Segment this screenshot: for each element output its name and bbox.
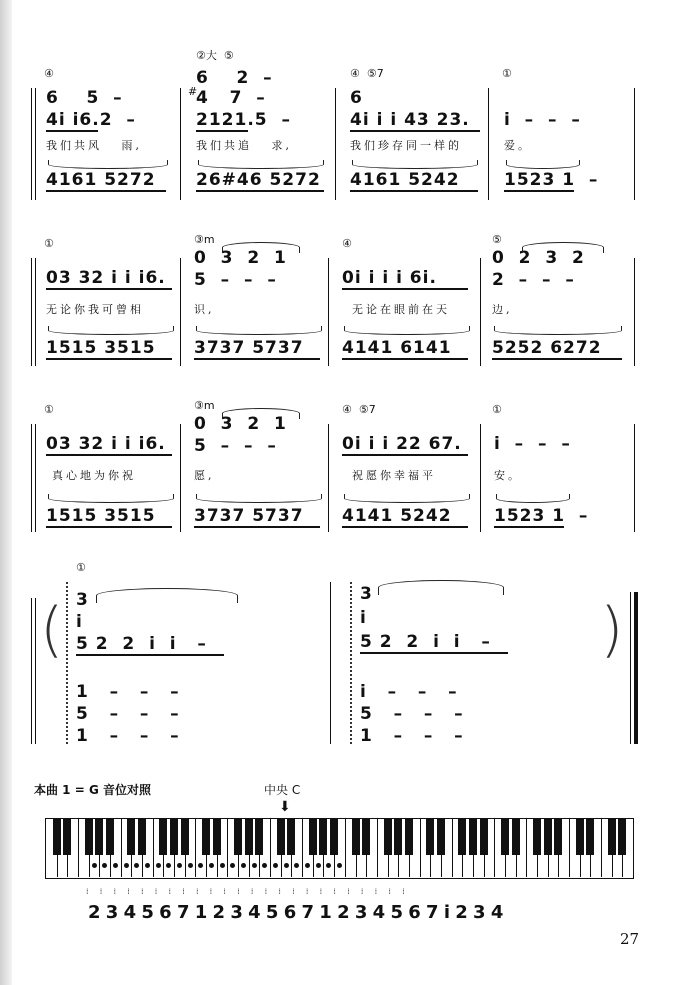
piano-keyboard	[45, 818, 634, 879]
key-dot	[113, 863, 118, 868]
slur	[48, 494, 174, 503]
legend-title: 本曲 1 = G 音位对照	[34, 783, 151, 797]
ending-bass: 5 – – –	[76, 704, 180, 724]
lyric-line: 我们共追 求,	[196, 139, 292, 152]
lyric-line: 我们珍存同一样的	[350, 139, 462, 152]
black-key	[405, 819, 413, 855]
beam	[360, 652, 508, 654]
beam	[342, 358, 468, 360]
melody-top: 6	[350, 88, 363, 108]
black-key	[554, 819, 562, 855]
lyric-line: 我们共风 雨,	[46, 139, 142, 152]
black-key	[213, 819, 221, 855]
slur	[344, 326, 470, 335]
key-dot	[156, 863, 161, 868]
chord-mark: ①	[492, 403, 502, 416]
black-key	[362, 819, 370, 855]
beam	[494, 526, 564, 528]
beam	[194, 358, 320, 360]
black-key	[576, 819, 584, 855]
beam	[46, 190, 166, 192]
black-key	[53, 819, 61, 855]
lyric-line: 边,	[492, 303, 513, 316]
lyric-line: 愿,	[194, 469, 215, 482]
chord-mark: ④	[44, 67, 54, 80]
bass-line: 5252 6272	[492, 338, 602, 358]
melody-line: 5 – – –	[194, 436, 277, 456]
key-dot	[177, 863, 182, 868]
melody-top: 6 5 –	[46, 88, 123, 108]
black-key	[437, 819, 445, 855]
slur	[494, 326, 622, 335]
bass-line: 3737 5737	[194, 506, 304, 526]
down-arrow-icon: ⬇	[279, 799, 291, 815]
barline	[330, 582, 331, 744]
slur	[196, 326, 322, 335]
melody-top: 0 3 2 1	[194, 414, 287, 434]
black-key	[202, 819, 210, 855]
barline	[180, 88, 181, 200]
black-key	[106, 819, 114, 855]
black-key	[63, 819, 71, 855]
ending-note: 3	[360, 584, 373, 604]
melody-line: 2121.5 –	[196, 110, 291, 130]
melody-line: 4i i6.2 –	[46, 110, 136, 130]
system-bracket	[35, 424, 36, 532]
slur	[196, 494, 322, 503]
melody-line: i – – –	[494, 434, 571, 454]
black-key	[533, 819, 541, 855]
page-number: 27	[620, 930, 640, 948]
slur	[48, 326, 174, 335]
black-key	[287, 819, 295, 855]
beam	[350, 130, 480, 132]
chord-mark: ④ ⑤7	[342, 403, 376, 416]
melody-line: i – – –	[504, 110, 581, 130]
barline	[634, 88, 635, 200]
barline	[634, 258, 635, 366]
beam	[196, 190, 324, 192]
melody-top: 0 3 2 1	[194, 248, 287, 268]
melody-top: 0 2 3 2	[492, 248, 585, 268]
bass-line: 1515 3515	[46, 338, 156, 358]
chord-mark: ⑤	[492, 233, 502, 246]
key-dot	[145, 863, 150, 868]
chord-mark: ①	[44, 237, 54, 250]
black-key	[608, 819, 616, 855]
slur	[48, 160, 168, 169]
melody-line: 03 32 i i i6.	[46, 268, 166, 288]
black-key	[384, 819, 392, 855]
black-key	[394, 819, 402, 855]
key-dot	[92, 863, 97, 868]
book-spine-shadow	[0, 0, 12, 985]
melody-line: 2 – – –	[492, 270, 575, 290]
chord-mark: ③m	[194, 399, 215, 412]
melody-line: 0i i i 22 67.	[342, 434, 462, 454]
beam	[46, 454, 172, 456]
beam	[46, 288, 172, 290]
system-bracket	[31, 258, 32, 366]
beam	[342, 454, 468, 456]
tie-arc	[222, 242, 300, 253]
ending-note: i	[76, 612, 83, 632]
system-bracket	[35, 88, 36, 200]
chord-mark: ①	[502, 67, 512, 80]
key-guide-ticks: ⁞⁞⁞⁞⁞⁞⁞⁞⁞⁞⁞⁞⁞⁞⁞⁞⁞⁞⁞⁞⁞⁞⁞⁞	[86, 887, 416, 896]
system-bracket	[35, 598, 36, 744]
barline	[335, 88, 336, 200]
bass-line: 26#46 5272	[196, 170, 321, 190]
final-barline-thick	[634, 592, 638, 744]
bass-line: 1515 3515	[46, 506, 156, 526]
beam	[504, 190, 574, 192]
black-key	[319, 819, 327, 855]
black-key	[469, 819, 477, 855]
scale-degrees: 2 3 4 5 6 7 1 2 3 4 5 6 7 1 2 3 4 5 6 7 i 2 3 4	[88, 902, 504, 923]
slur	[506, 160, 580, 169]
black-key	[309, 819, 317, 855]
open-paren: (	[40, 595, 64, 665]
close-paren: )	[600, 595, 624, 665]
slur	[344, 494, 470, 503]
barline	[634, 424, 635, 532]
melody-line: 4i i i 43 23.	[350, 110, 470, 130]
chord-mark: ①	[44, 403, 54, 416]
key-dot	[209, 863, 214, 868]
key-dot	[273, 863, 278, 868]
beam	[492, 358, 622, 360]
key-dot	[284, 863, 289, 868]
ending-bass: 1 – – –	[76, 726, 180, 746]
ending-bass: i – – –	[360, 682, 458, 702]
barline	[180, 424, 181, 532]
black-key	[480, 819, 488, 855]
black-key	[95, 819, 103, 855]
black-key	[277, 819, 285, 855]
barline	[480, 258, 481, 366]
system-bracket	[31, 88, 32, 200]
barline	[328, 258, 329, 366]
chord-mark: ③m	[194, 233, 215, 246]
lyric-line: 祝愿你幸福平	[352, 469, 436, 482]
melody-line: 03 32 i i i6.	[46, 434, 166, 454]
black-key	[127, 819, 135, 855]
black-key	[85, 819, 93, 855]
beam	[76, 654, 224, 656]
key-dot	[188, 863, 193, 868]
barline	[480, 424, 481, 532]
beam	[194, 526, 320, 528]
ending-note: 3	[76, 590, 89, 610]
middle-c-label: 中央 C	[264, 783, 301, 797]
bass-line: 1523 1 –	[494, 506, 589, 526]
black-key	[255, 819, 263, 855]
beam	[342, 526, 468, 528]
barline	[328, 424, 329, 532]
chord-mark: ②大 ⑤	[196, 49, 234, 62]
bass-line: 4161 5272	[46, 170, 156, 190]
phrase-arc	[96, 588, 238, 603]
bass-line: 4141 5242	[342, 506, 452, 526]
key-dot	[305, 863, 310, 868]
chord-mark: ①	[76, 561, 86, 574]
beam	[46, 526, 172, 528]
black-key	[352, 819, 360, 855]
melody-mid: 4 7 –	[196, 88, 266, 108]
key-dot	[252, 863, 257, 868]
black-key	[245, 819, 253, 855]
key-dot	[337, 863, 342, 868]
barline	[488, 88, 489, 200]
bass-line: 4141 6141	[342, 338, 452, 358]
ending-bass: 5 – – –	[360, 704, 464, 724]
sharp-sign: #	[188, 85, 198, 98]
black-key	[170, 819, 178, 855]
black-key	[159, 819, 167, 855]
black-key	[234, 819, 242, 855]
black-key	[181, 819, 189, 855]
black-key	[426, 819, 434, 855]
lyric-line: 无论你我可曾相	[46, 303, 144, 316]
black-key	[618, 819, 626, 855]
ending-bass: 1 – – –	[360, 726, 464, 746]
beam	[196, 130, 248, 132]
tie-arc	[222, 408, 300, 419]
ending-note: 5 2 2 i i –	[76, 634, 207, 654]
system-bracket	[31, 598, 32, 744]
bass-line: 1523 1 –	[504, 170, 599, 190]
ending-note: i	[360, 608, 367, 628]
phrase-arc	[378, 580, 504, 595]
final-barline-thin	[630, 592, 631, 744]
melody-top: 6 2 –	[196, 68, 273, 88]
tie-arc	[522, 242, 604, 253]
chord-mark: ④	[342, 237, 352, 250]
lyric-line: 爱。	[504, 139, 532, 152]
key-dot	[124, 863, 129, 868]
black-key	[138, 819, 146, 855]
beam	[46, 130, 98, 132]
lyric-line: 识,	[194, 303, 215, 316]
slur	[496, 494, 570, 503]
bass-line: 4161 5242	[350, 170, 460, 190]
beam	[46, 358, 172, 360]
chord-mark: ④ ⑤7	[350, 67, 384, 80]
black-key	[458, 819, 466, 855]
slur	[352, 160, 478, 169]
black-key	[501, 819, 509, 855]
key-dot	[220, 863, 225, 868]
melody-line: 0i i i i 6i.	[342, 268, 437, 288]
key-dot	[241, 863, 246, 868]
arpeggio-mark	[350, 582, 354, 744]
black-key	[586, 819, 594, 855]
melody-line: 5 – – –	[194, 270, 277, 290]
barline	[180, 258, 181, 366]
beam	[342, 288, 468, 290]
system-bracket	[35, 258, 36, 366]
lyric-line: 无论在眼前在天	[352, 303, 450, 316]
ending-bass: 1 – – –	[76, 682, 180, 702]
ending-note: 5 2 2 i i –	[360, 632, 491, 652]
black-key	[544, 819, 552, 855]
lyric-line: 安。	[494, 469, 522, 482]
slur	[198, 160, 324, 169]
beam	[350, 190, 478, 192]
black-key	[512, 819, 520, 855]
arpeggio-mark	[66, 582, 70, 744]
lyric-line: 真心地为你祝	[52, 469, 136, 482]
bass-line: 3737 5737	[194, 338, 304, 358]
system-bracket	[31, 424, 32, 532]
black-key	[330, 819, 338, 855]
key-dot	[316, 863, 321, 868]
